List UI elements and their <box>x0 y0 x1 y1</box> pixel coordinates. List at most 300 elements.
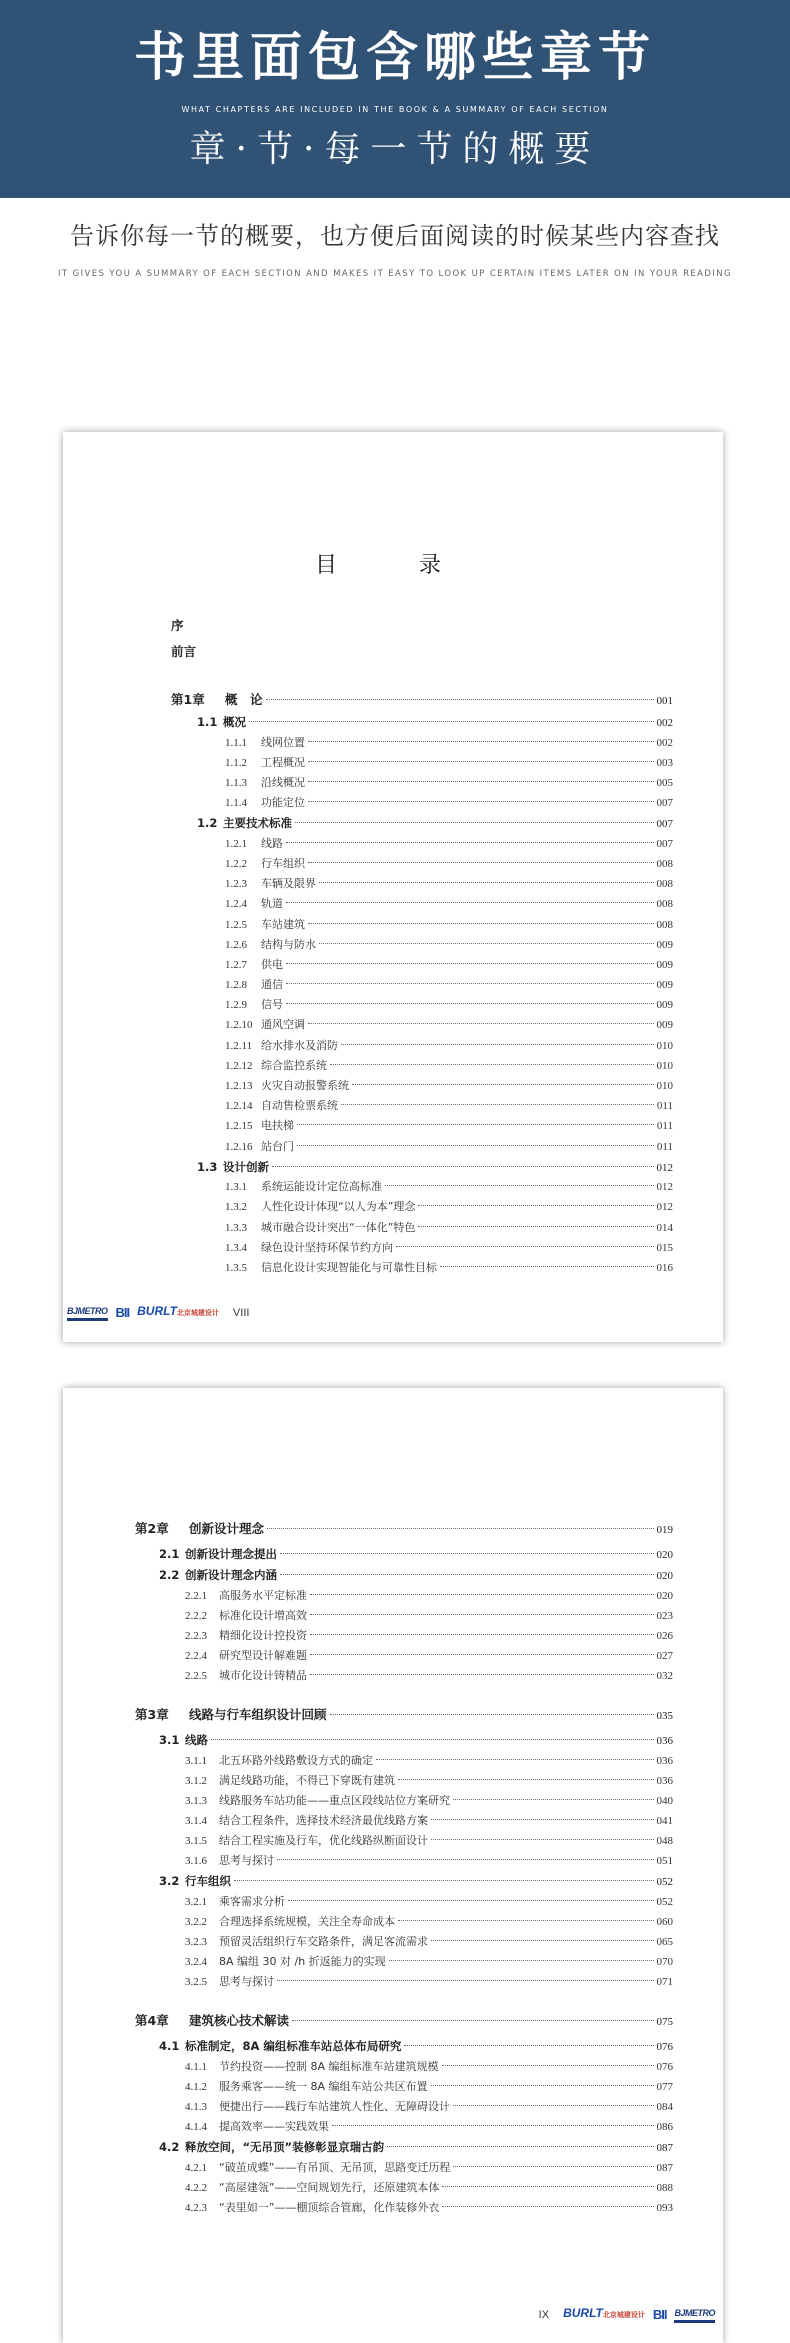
toc-page-number: 032 <box>656 1670 673 1682</box>
toc-subsection <box>135 2057 673 2077</box>
toc-page-number: 014 <box>656 1221 673 1234</box>
toc-subsection <box>135 1851 673 1871</box>
toc-subsection <box>135 1771 673 1791</box>
toc-number: 1.1.2 <box>225 756 247 769</box>
toc-page-number: 077 <box>656 2081 673 2093</box>
toc-leader <box>396 1246 654 1247</box>
toc-label: 服务乘客——统一 8A 编组车站公共区布置 <box>219 2080 428 2093</box>
toc-label: 北五环路外线路敷设方式的确定 <box>219 1754 373 1767</box>
toc-page-number: 005 <box>656 776 673 789</box>
toc-subsection <box>171 1015 673 1035</box>
tagline-en: IT GIVES YOU A SUMMARY OF EACH SECTION AND MAKES IT EASY TO LOOK UP CERTAIN ITEMS LATER ON IN YOUR READING <box>57 269 732 279</box>
toc-leader <box>431 1940 654 1941</box>
toc-section <box>135 1544 673 1565</box>
toc-leader <box>292 2020 653 2021</box>
toc-label: 建筑核心技术解读 <box>189 2013 290 2028</box>
toc-label: 研究型设计解难题 <box>219 1649 307 1662</box>
toc-leader <box>352 1084 654 1085</box>
toc-label: 合理选择系统规模，关注全寿命成本 <box>219 1915 395 1928</box>
toc-label: 概况 <box>223 715 246 729</box>
toc-page-number: 003 <box>656 756 673 769</box>
toc-subsection <box>171 1036 673 1056</box>
toc-page-number: 002 <box>656 717 673 729</box>
toc-label: 车辆及限界 <box>261 877 316 891</box>
toc-number: 1.2.11 <box>225 1039 253 1052</box>
toc-number: 3.2.3 <box>185 1936 207 1948</box>
banner-subtitle-en: WHAT CHAPTERS ARE INCLUDED IN THE BOOK & A SUMMARY OF EACH SECTION <box>181 105 609 114</box>
toc-subsection <box>171 753 673 773</box>
toc-number: 第3章 <box>135 1707 169 1722</box>
toc-page-number: 015 <box>656 1241 673 1254</box>
toc-leader <box>280 1574 654 1575</box>
toc-number: 3.2 <box>159 1874 180 1888</box>
toc-number: 3.1 <box>159 1733 180 1747</box>
toc-subsection <box>135 1912 673 1932</box>
toc-leader <box>308 761 654 762</box>
toc-page-1 <box>63 432 723 1342</box>
toc-label: 城市融合设计突出“一体化”特色 <box>261 1220 416 1234</box>
toc-label: 标准化设计增高效 <box>219 1609 307 1622</box>
toc-subsection <box>171 1096 673 1116</box>
toc-number: 1.2.4 <box>225 898 247 911</box>
toc-label: 精细化设计控投资 <box>219 1629 307 1642</box>
toc-number: 1.2.7 <box>225 958 247 971</box>
toc-subsection <box>171 975 673 995</box>
toc-list <box>135 1514 673 2218</box>
toc-leader <box>310 1654 654 1655</box>
toc-leader <box>330 1714 654 1715</box>
toc-label: 通信 <box>261 978 283 992</box>
toc-label: 概 论 <box>225 692 263 707</box>
toc-page-number: 020 <box>656 1590 673 1602</box>
toc-subsection <box>135 1831 673 1851</box>
toc-leader <box>398 1920 654 1921</box>
toc-page-number: 052 <box>656 1896 673 1908</box>
toc-page-number: 035 <box>656 1710 673 1722</box>
toc-number: 2.2.5 <box>185 1670 207 1682</box>
toc-number: 4.1 <box>159 2039 180 2053</box>
page-number: VIII <box>232 1306 250 1319</box>
toc-page-number: 070 <box>656 1956 673 1968</box>
toc-leader <box>442 2206 653 2207</box>
toc-page-number: 009 <box>656 938 673 951</box>
toc-section <box>171 1157 673 1178</box>
toc-leader <box>288 1900 654 1901</box>
toc-number: 第4章 <box>135 2013 169 2028</box>
toc-leader <box>341 1044 654 1045</box>
toc-label: 信号 <box>261 998 283 1012</box>
toc-chapter <box>135 1514 673 1544</box>
toc-subsection <box>171 1218 673 1238</box>
toc-number: 第1章 <box>171 692 205 707</box>
toc-label: 车站建筑 <box>261 917 305 931</box>
toc-leader <box>286 963 654 964</box>
toc-number: 3.2.4 <box>185 1956 207 1968</box>
toc-number: 1.2.13 <box>225 1080 253 1092</box>
toc-label: 线网位置 <box>261 735 305 749</box>
toc-label: 创新设计理念提出 <box>185 1547 277 1561</box>
toc-leader <box>440 1266 654 1267</box>
toc-page-number: 001 <box>656 695 673 707</box>
toc-number: 1.3.3 <box>225 1221 247 1234</box>
toc-leader <box>308 923 654 924</box>
toc-label: 自动售检票系统 <box>261 1099 338 1113</box>
toc-page-number: 009 <box>656 1019 673 1032</box>
toc-number: 1.2.16 <box>225 1140 253 1153</box>
toc-subsection <box>171 1238 673 1258</box>
toc-subsection <box>171 733 673 753</box>
toc-leader <box>310 1674 654 1675</box>
toc-label: 线路 <box>261 836 283 850</box>
toc-leader <box>308 801 654 802</box>
toc-label: 8A 编组 30 对 /h 折返能力的实现 <box>219 1955 386 1968</box>
toc-spacer <box>135 1992 673 2006</box>
toc-label: 电扶梯 <box>261 1119 294 1133</box>
toc-page-number: 012 <box>656 1161 673 1174</box>
toc-number: 2.1 <box>159 1547 180 1561</box>
toc-subsection <box>135 1811 673 1831</box>
front-matter-foreword: 前言 <box>171 644 197 659</box>
toc-subsection <box>171 793 673 813</box>
toc-subsection <box>135 1666 673 1686</box>
toc-leader <box>308 1023 654 1024</box>
toc-subsection <box>171 1137 673 1157</box>
toc-page-number: 084 <box>656 2101 673 2113</box>
toc-leader <box>308 781 654 782</box>
banner-title: 书里面包含哪些章节 <box>133 27 656 88</box>
toc-subsection <box>171 995 673 1015</box>
toc-leader <box>453 2105 654 2106</box>
toc-subsection <box>135 1932 673 1952</box>
toc-page-number: 036 <box>656 1775 673 1787</box>
page-footer <box>67 1304 255 1321</box>
toc-leader <box>418 1226 653 1227</box>
toc-subsection <box>135 1606 673 1626</box>
toc-leader <box>389 1960 654 1961</box>
toc-number: 4.1.1 <box>185 2061 207 2073</box>
toc-number: 3.1.3 <box>185 1795 207 1807</box>
toc-subsection <box>135 2198 673 2218</box>
toc-label: 线路服务车站功能——重点区段线站位方案研究 <box>219 1794 450 1807</box>
toc-leader <box>267 1528 653 1529</box>
toc-number: 1.2.9 <box>225 999 247 1012</box>
toc-page-number: 076 <box>656 2061 673 2073</box>
toc-leader <box>376 1759 654 1760</box>
toc-subsection <box>135 1751 673 1771</box>
toc-label: 行车组织 <box>185 1874 231 1888</box>
toc-page-number: 016 <box>656 1262 673 1274</box>
toc-number: 1.1.1 <box>225 736 247 749</box>
toc-label: “破茧成蝶”——有吊顶、无吊顶，思路变迁历程 <box>219 2161 451 2174</box>
toc-leader <box>431 1819 654 1820</box>
toc-page-number: 020 <box>656 1549 673 1561</box>
toc-leader <box>286 842 654 843</box>
toc-number: 4.1.4 <box>185 2121 207 2133</box>
toc-number: 1.3.5 <box>225 1262 247 1274</box>
toc-section <box>171 712 673 733</box>
toc-number: 1.3.4 <box>225 1241 247 1254</box>
toc-page-number: 008 <box>656 857 673 870</box>
toc-page-number: 086 <box>656 2121 673 2133</box>
toc-leader <box>310 1594 654 1595</box>
toc-number: 1.2.1 <box>225 837 247 850</box>
toc-subsection <box>171 1076 673 1096</box>
toc-leader <box>297 1124 654 1125</box>
toc-number: 1.2 <box>197 816 218 831</box>
toc-leader <box>398 1779 654 1780</box>
toc-label: 满足线路功能，不得已下穿既有建筑 <box>219 1774 395 1787</box>
toc-leader <box>319 882 654 883</box>
toc-subsection <box>135 2077 673 2097</box>
toc-number: 1.3.2 <box>225 1201 247 1214</box>
toc-label: 创新设计理念内涵 <box>185 1568 277 1582</box>
toc-label: “高屋建瓴”——空间规划先行，还原建筑本体 <box>219 2181 440 2194</box>
toc-label: 思考与探讨 <box>219 1975 274 1988</box>
toc-number: 4.2.2 <box>185 2182 207 2194</box>
page-number: IX <box>538 2308 550 2321</box>
toc-section <box>135 1871 673 1892</box>
toc-page-number: 088 <box>656 2182 673 2194</box>
toc-label: 乘客需求分析 <box>219 1895 285 1908</box>
toc-leader <box>308 741 654 742</box>
toc-leader <box>277 1859 654 1860</box>
toc-number: 2.2.3 <box>185 1630 207 1642</box>
toc-leader <box>442 2065 654 2066</box>
toc-leader <box>310 1634 654 1635</box>
toc-number: 4.1.3 <box>185 2101 207 2113</box>
toc-label: 城市化设计铸精品 <box>219 1669 307 1682</box>
toc-leader <box>404 2045 653 2046</box>
toc-number: 3.2.5 <box>185 1976 207 1988</box>
toc-label: 行车组织 <box>261 856 305 870</box>
toc-leader <box>286 902 654 903</box>
toc-page-number: 012 <box>656 1201 673 1214</box>
toc-label: 创新设计理念 <box>189 1521 265 1536</box>
toc-number: 1.2.12 <box>225 1059 253 1072</box>
burlt-logo: BURLT北京城建设计 <box>137 1304 219 1318</box>
toc-page-number: 011 <box>656 1140 673 1153</box>
toc-page-number: 093 <box>656 2202 673 2214</box>
toc-number: 1.2.2 <box>225 857 247 870</box>
toc-label: 综合监控系统 <box>261 1058 327 1072</box>
toc-page-number: 048 <box>656 1835 673 1847</box>
toc-label: 线路与行车组织设计回顾 <box>189 1707 327 1722</box>
toc-number: 1.1.4 <box>225 797 247 810</box>
toc-subsection <box>171 935 673 955</box>
toc-subsection <box>171 915 673 935</box>
toc-page-number: 007 <box>656 797 673 810</box>
toc-number: 2.2.2 <box>185 1610 207 1622</box>
toc-page-number: 009 <box>656 999 673 1012</box>
toc-leader <box>431 1839 654 1840</box>
toc-label: 通风空调 <box>261 1018 305 1032</box>
bii-logo: BII <box>115 1304 130 1320</box>
toc-label: 信息化设计实现智能化与可靠性目标 <box>261 1261 437 1274</box>
header-banner <box>0 0 790 198</box>
page-footer <box>533 2306 715 2323</box>
toc-number: 3.1.4 <box>185 1815 207 1827</box>
toc-subsection <box>135 2117 673 2137</box>
toc-page-number: 023 <box>656 1610 673 1622</box>
toc-label: 便捷出行——践行车站建筑人性化、无障碍设计 <box>219 2100 450 2113</box>
toc-chapter <box>135 2006 673 2036</box>
toc-subsection <box>171 894 673 914</box>
toc-page-number: 008 <box>656 898 673 911</box>
toc-number: 1.3 <box>197 1159 218 1174</box>
toc-section <box>171 813 673 834</box>
toc-number: 3.1.5 <box>185 1835 207 1847</box>
toc-page-number: 060 <box>656 1916 673 1928</box>
toc-page-number: 036 <box>656 1735 673 1747</box>
toc-subsection <box>135 1972 673 1992</box>
toc-number: 3.2.1 <box>185 1896 207 1908</box>
toc-subsection <box>171 1197 673 1217</box>
toc-subsection <box>171 854 673 874</box>
toc-leader <box>341 1104 654 1105</box>
toc-leader <box>211 1739 654 1740</box>
toc-page-number: 007 <box>656 818 673 831</box>
toc-leader <box>286 1003 654 1004</box>
toc-section <box>135 1730 673 1751</box>
toc-leader <box>272 1166 654 1167</box>
toc-chapter <box>171 688 673 712</box>
toc-number: 1.2.10 <box>225 1019 253 1032</box>
toc-page-number: 010 <box>656 1039 673 1052</box>
toc-label: 结合工程实施及行车，优化线路纵断面设计 <box>219 1834 428 1847</box>
toc-label: 轨道 <box>261 897 283 911</box>
toc-label: 结合工程条件，选择技术经济最优线路方案 <box>219 1814 428 1827</box>
toc-number: 3.2.2 <box>185 1916 207 1928</box>
toc-number: 1.2.15 <box>225 1120 253 1133</box>
toc-page-number: 012 <box>656 1181 673 1194</box>
toc-subsection <box>171 1116 673 1136</box>
tagline: 告诉你每一节的概要，也方便后面阅读的时候某些内容查找 <box>70 222 720 250</box>
toc-subsection <box>171 1056 673 1076</box>
toc-leader <box>330 1064 654 1065</box>
toc-leader <box>277 1980 654 1981</box>
toc-leader <box>266 699 654 700</box>
toc-label: 火灾自动报警系统 <box>261 1079 349 1092</box>
toc-subsection <box>171 874 673 894</box>
toc-page-number: 040 <box>656 1795 673 1807</box>
toc-number: 2.2.1 <box>185 1590 207 1602</box>
toc-number: 1.2.6 <box>225 938 247 951</box>
toc-leader <box>387 2146 653 2147</box>
toc-label: 主要技术标准 <box>223 816 292 831</box>
toc-chapter <box>135 1700 673 1730</box>
toc-page-number: 087 <box>656 2142 673 2154</box>
toc-subsection <box>135 1646 673 1666</box>
toc-subsection <box>135 1892 673 1912</box>
toc-number: 1.2.14 <box>225 1100 253 1113</box>
toc-title: 目 录 <box>314 553 471 578</box>
toc-label: 预留灵活组织行车交路条件，满足客流需求 <box>219 1935 428 1948</box>
toc-label: 思考与探讨 <box>219 1854 274 1867</box>
toc-number: 1.2.3 <box>225 878 247 891</box>
toc-label: 给水排水及消防 <box>261 1038 338 1052</box>
toc-page-number: 010 <box>656 1059 673 1072</box>
toc-page-number: 002 <box>656 736 673 749</box>
toc-leader <box>280 1553 654 1554</box>
toc-leader <box>297 1145 654 1146</box>
toc-spacer <box>135 1686 673 1700</box>
toc-page-number: 036 <box>656 1755 673 1767</box>
toc-page-number: 041 <box>656 1815 673 1827</box>
toc-number: 2.2 <box>159 1568 180 1582</box>
toc-subsection <box>171 1177 673 1197</box>
toc-section <box>135 1565 673 1586</box>
toc-number: 3.1.1 <box>185 1755 207 1767</box>
toc-leader <box>385 1185 654 1186</box>
toc-page-number: 026 <box>656 1630 673 1642</box>
toc-number: 1.2.8 <box>225 979 247 992</box>
bjmetro-logo: BJMETRO <box>67 1304 108 1321</box>
toc-page-number: 019 <box>656 1524 673 1536</box>
toc-label: 节约投资——控制 8A 编组标准车站建筑规模 <box>219 2060 439 2073</box>
toc-leader <box>442 2186 653 2187</box>
toc-subsection <box>171 1258 673 1278</box>
toc-label: 提高效率——实践效果 <box>219 2120 329 2133</box>
toc-subsection <box>171 834 673 854</box>
toc-leader <box>234 1880 654 1881</box>
burlt-logo: BURLT北京城建设计 <box>563 2306 645 2320</box>
toc-page-number: 051 <box>656 1855 673 1867</box>
toc-leader <box>249 721 654 722</box>
front-matter-preface: 序 <box>171 618 184 633</box>
toc-number: 1.2.5 <box>225 918 247 931</box>
toc-page-number: 052 <box>656 1876 673 1888</box>
toc-label: 供电 <box>261 957 283 971</box>
toc-number: 4.2.3 <box>185 2202 207 2214</box>
banner-subtitle: 章·节·每一节的概要 <box>189 129 601 170</box>
toc-number: 3.1.2 <box>185 1775 207 1787</box>
toc-number: 1.1 <box>197 715 218 729</box>
toc-page-number: 087 <box>656 2162 673 2174</box>
toc-leader <box>453 2166 653 2167</box>
toc-leader <box>308 862 654 863</box>
toc-subsection <box>135 2178 673 2198</box>
toc-subsection <box>135 2097 673 2117</box>
toc-number: 1.3.1 <box>225 1181 247 1194</box>
toc-subsection <box>171 773 673 793</box>
toc-page-number: 011 <box>656 1100 673 1113</box>
toc-leader <box>286 983 654 984</box>
toc-label: 站台门 <box>261 1139 294 1153</box>
bii-logo: BII <box>652 2306 667 2322</box>
toc-subsection <box>135 1626 673 1646</box>
toc-page-number: 075 <box>656 2016 673 2028</box>
toc-label: 线路 <box>185 1733 208 1747</box>
toc-leader <box>295 822 654 823</box>
toc-page-number: 071 <box>656 1976 673 1988</box>
toc-page-number: 011 <box>656 1120 673 1133</box>
toc-label: 标准制定，8A 编组标准车站总体布局研究 <box>185 2039 402 2053</box>
toc-page-number: 008 <box>656 878 673 891</box>
toc-subsection <box>135 1586 673 1606</box>
toc-leader <box>319 943 654 944</box>
toc-label: “表里如一”——棚顶综合管廊，化作装修外衣 <box>219 2201 440 2214</box>
toc-page-number: 008 <box>656 918 673 931</box>
toc-label: 系统运能设计定位高标准 <box>261 1180 382 1194</box>
toc-number: 4.2 <box>159 2140 180 2154</box>
toc-page-number: 009 <box>656 979 673 992</box>
toc-label: 结构与防水 <box>261 937 316 951</box>
toc-page-number: 007 <box>656 837 673 850</box>
toc-page-2 <box>63 1388 723 2343</box>
toc-section <box>135 2036 673 2057</box>
toc-number: 1.1.3 <box>225 776 247 789</box>
bjmetro-logo: BJMETRO <box>674 2306 715 2323</box>
